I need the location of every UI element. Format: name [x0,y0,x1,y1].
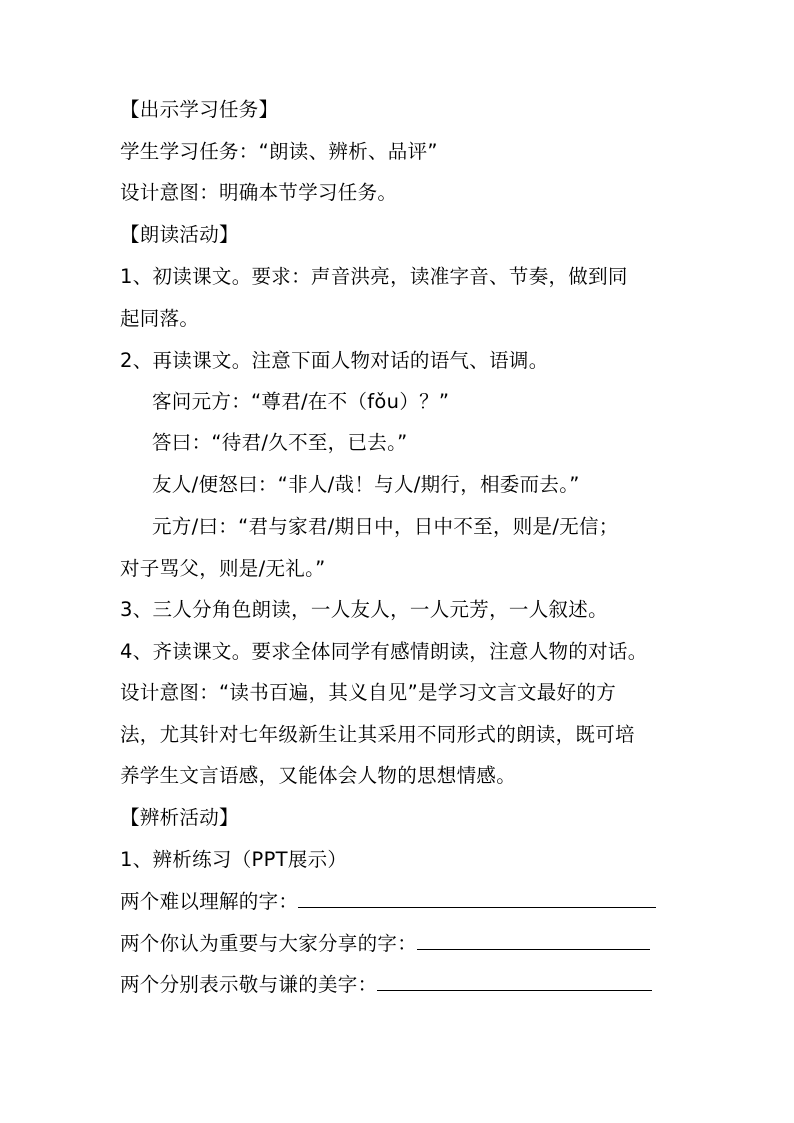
answer-blank-1[interactable] [298,889,656,908]
dialogue-line-2: 答曰：“待君/久不至，已去。” [152,431,408,454]
analysis-heading: 【辨析活动】 [120,806,239,829]
reading-item-2: 2、再读课文。注意下面人物对话的语气、语调。 [120,349,549,372]
exercise-row-3 [120,972,652,997]
reading-item-1-line-1: 1、初读课文。要求：声音洪亮，读准字音、节奏，做到同 [120,265,628,288]
answer-blank-3[interactable] [377,972,652,991]
exercise-row-1 [120,889,656,914]
reading-design-line-2: 法，尤其针对七年级新生让其采用不同形式的朗读，既可培 [120,723,635,746]
exercise-label-2: 两个你认为重要与大家分享的字： [120,932,418,955]
reading-item-1-line-2: 起同落。 [120,307,200,330]
task-heading: 【出示学习任务】 [120,98,279,121]
task-line: 学生学习任务：“朗读、辨析、品评” [120,140,438,163]
answer-blank-2[interactable] [417,931,650,950]
dialogue-line-1: 客问元方：“尊君/在不（fǒu）？” [152,390,450,413]
reading-item-3: 3、三人分角色朗读，一人友人，一人元芳，一人叙述。 [120,598,608,621]
exercise-label-3: 两个分别表示敬与谦的美字： [120,973,378,996]
task-design-intent: 设计意图：明确本节学习任务。 [120,181,398,204]
exercise-label-1: 两个难以理解的字： [120,890,299,913]
dialogue-line-4a: 元方/曰：“君与家君/期日中，日中不至，则是/无信； [152,515,619,538]
analysis-item-1: 1、辨析练习（PPT展示） [120,848,348,871]
reading-design-line-3: 养学生文言语感，又能体会人物的思想情感。 [120,764,517,787]
exercise-row-2 [120,931,650,956]
reading-heading: 【朗读活动】 [120,223,239,246]
reading-design-line-1: 设计意图：“读书百遍，其义自见”是学习文言文最好的方 [120,681,617,704]
reading-item-4: 4、齐读课文。要求全体同学有感情朗读，注意人物的对话。 [120,640,648,663]
dialogue-line-4b: 对子骂父，则是/无礼。” [120,557,326,580]
dialogue-line-3: 友人/便怒曰：“非人/哉！与人/期行，相委而去。” [152,473,580,496]
